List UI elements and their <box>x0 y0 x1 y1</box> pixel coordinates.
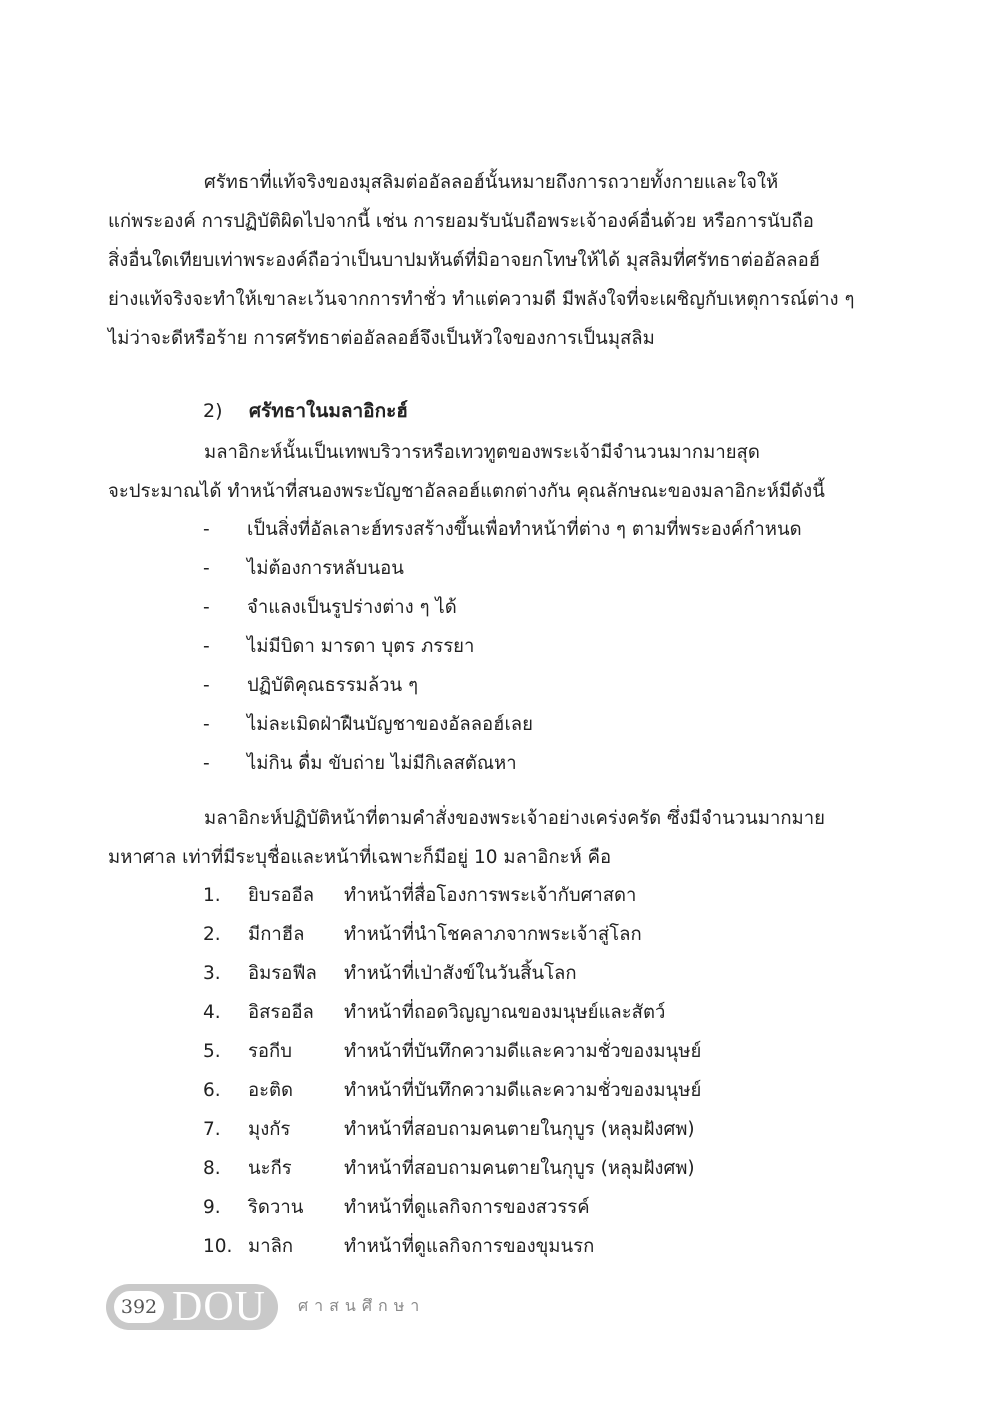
section-number: 2) <box>203 400 223 422</box>
bullet-dash: - <box>203 714 210 735</box>
dou-logo-text: DOU <box>172 1284 266 1330</box>
paragraph-line: มลาอิกะห์นั้นเป็นเทพบริวารหรือเทวทูตของพระเจ้ามีจำนวนมากมายสุด <box>204 442 760 463</box>
list-item-text: ไม่ละเมิดฝ่าฝืนบัญชาของอัลลอฮ์เลย <box>247 714 533 735</box>
list-item <box>203 915 701 954</box>
paragraph-angels-intro <box>108 433 883 511</box>
list-item <box>203 666 802 705</box>
angel-name: มุงกัร <box>248 1119 291 1140</box>
paragraph-faith-in-allah <box>108 163 883 358</box>
angel-duty: ทำหน้าที่สอบถามคนตายในกุบูร (หลุมฝังศพ) <box>344 1158 695 1179</box>
item-number: 7. <box>203 1119 221 1140</box>
paragraph-line: ไม่ว่าจะดีหรือร้าย การศรัทธาต่ออัลลอฮ์จึงเป็นหัวใจของการเป็นมุสลิม <box>108 328 655 349</box>
item-number: 8. <box>203 1158 221 1179</box>
angel-name: นะกีร <box>248 1158 292 1179</box>
list-item-text: ไม่ต้องการหลับนอน <box>247 558 404 579</box>
angel-duty: ทำหน้าที่ดูแลกิจการของขุมนรก <box>344 1236 595 1257</box>
item-number: 9. <box>203 1197 221 1218</box>
angel-name: มีกาฮีล <box>248 924 305 945</box>
paragraph-line: มลาอิกะห์ปฏิบัติหน้าที่ตามคำสั่งของพระเจ้าอย่างเคร่งครัด ซึ่งมีจำนวนมากมาย <box>204 808 825 829</box>
list-item <box>203 1188 701 1227</box>
list-item <box>203 1032 701 1071</box>
paragraph-line: มหาศาล เท่าที่มีระบุชื่อและหน้าที่เฉพาะก็มีอยู่ 10 มลาอิกะห์ คือ <box>108 847 612 868</box>
list-item <box>203 954 701 993</box>
list-item <box>203 627 802 666</box>
page-number: 392 <box>114 1291 164 1323</box>
list-item <box>203 1110 701 1149</box>
bullet-dash: - <box>203 519 210 540</box>
paragraph-line: จะประมาณได้ ทำหน้าที่สนองพระบัญชาอัลลอฮ์แตกต่างกัน คุณลักษณะของมลาอิกะห์มีดังนี้ <box>108 481 825 502</box>
list-item <box>203 993 701 1032</box>
angel-duty: ทำหน้าที่นำโชคลาภจากพระเจ้าสู่โลก <box>344 924 642 945</box>
angel-name: รอกีบ <box>248 1041 292 1062</box>
paragraph-line: สิ่งอื่นใดเทียบเท่าพระองค์ถือว่าเป็นบาปมหันต์ที่มิอาจยกโทษให้ได้ มุสลิมที่ศรัทธาต่ออัลลอฮ์ <box>108 250 821 271</box>
item-number: 6. <box>203 1080 221 1101</box>
list-item-text: ไม่มีบิดา มารดา บุตร ภรรยา <box>247 636 475 657</box>
angels-numbered-list <box>203 876 701 1266</box>
paragraph-line: ย่างแท้จริงจะทำให้เขาละเว้นจากการทำชั่ว ทำแต่ความดี มีพลังใจที่จะเผชิญกับเหตุการณ์ต่าง ๆ <box>108 289 855 310</box>
item-number: 2. <box>203 924 221 945</box>
angel-duty: ทำหน้าที่สื่อโองการพระเจ้ากับศาสดา <box>344 885 637 906</box>
item-number: 4. <box>203 1002 221 1023</box>
list-item <box>203 510 802 549</box>
item-number: 5. <box>203 1041 221 1062</box>
list-item-text: เป็นสิ่งที่อัลเลาะฮ์ทรงสร้างขึ้นเพื่อทำหน้าที่ต่าง ๆ ตามที่พระองค์กำหนด <box>247 519 802 540</box>
list-item-text: ไม่กิน ดื่ม ขับถ่าย ไม่มีกิเลสตัณหา <box>247 753 517 774</box>
list-item <box>203 1227 701 1266</box>
angel-name: มาลิก <box>248 1236 294 1257</box>
item-number: 1. <box>203 885 221 906</box>
angel-name: อิสรออีล <box>248 1002 314 1023</box>
item-number: 10. <box>203 1236 233 1257</box>
angel-attributes-list <box>203 510 802 783</box>
paragraph-line: ศรัทธาที่แท้จริงของมุสลิมต่ออัลลอฮ์นั้นหมายถึงการถวายทั้งกายและใจให้ <box>204 172 779 193</box>
angel-duty: ทำหน้าที่ดูแลกิจการของสวรรค์ <box>344 1197 590 1218</box>
angel-name: ยิบรออีล <box>248 885 315 906</box>
angel-name: อิมรอฟีล <box>248 963 317 984</box>
footer-logo-badge <box>106 1284 278 1330</box>
bullet-dash: - <box>203 675 210 696</box>
list-item <box>203 744 802 783</box>
angel-duty: ทำหน้าที่ถอดวิญญาณของมนุษย์และสัตว์ <box>344 1002 666 1023</box>
list-item <box>203 876 701 915</box>
angel-name: ริดวาน <box>248 1197 304 1218</box>
angel-duty: ทำหน้าที่เป่าสังข์ในวันสิ้นโลก <box>344 963 577 984</box>
section-heading <box>203 396 408 426</box>
list-item-text: จำแลงเป็นรูปร่างต่าง ๆ ได้ <box>247 597 457 618</box>
list-item-text: ปฏิบัติคุณธรรมล้วน ๆ <box>247 675 419 696</box>
bullet-dash: - <box>203 636 210 657</box>
angel-duty: ทำหน้าที่บันทึกความดีและความชั่วของมนุษย์ <box>344 1080 702 1101</box>
list-item <box>203 588 802 627</box>
bullet-dash: - <box>203 558 210 579</box>
list-item <box>203 549 802 588</box>
list-item <box>203 705 802 744</box>
bullet-dash: - <box>203 597 210 618</box>
angel-duty: ทำหน้าที่สอบถามคนตายในกุบูร (หลุมฝังศพ) <box>344 1119 695 1140</box>
list-item <box>203 1071 701 1110</box>
item-number: 3. <box>203 963 221 984</box>
angel-name: อะติด <box>248 1080 294 1101</box>
subject-title: ศาสนศึกษา <box>298 1296 426 1315</box>
list-item <box>203 1149 701 1188</box>
paragraph-line: แก่พระองค์ การปฏิบัติผิดไปจากนี้ เช่น การยอมรับนับถือพระเจ้าองค์อื่นด้วย หรือการนับถือ <box>108 211 814 232</box>
bullet-dash: - <box>203 753 210 774</box>
section-title: ศรัทธาในมลาอิกะฮ์ <box>249 400 408 422</box>
angel-duty: ทำหน้าที่บันทึกความดีและความชั่วของมนุษย์ <box>344 1041 702 1062</box>
paragraph-angel-duties <box>108 799 883 877</box>
